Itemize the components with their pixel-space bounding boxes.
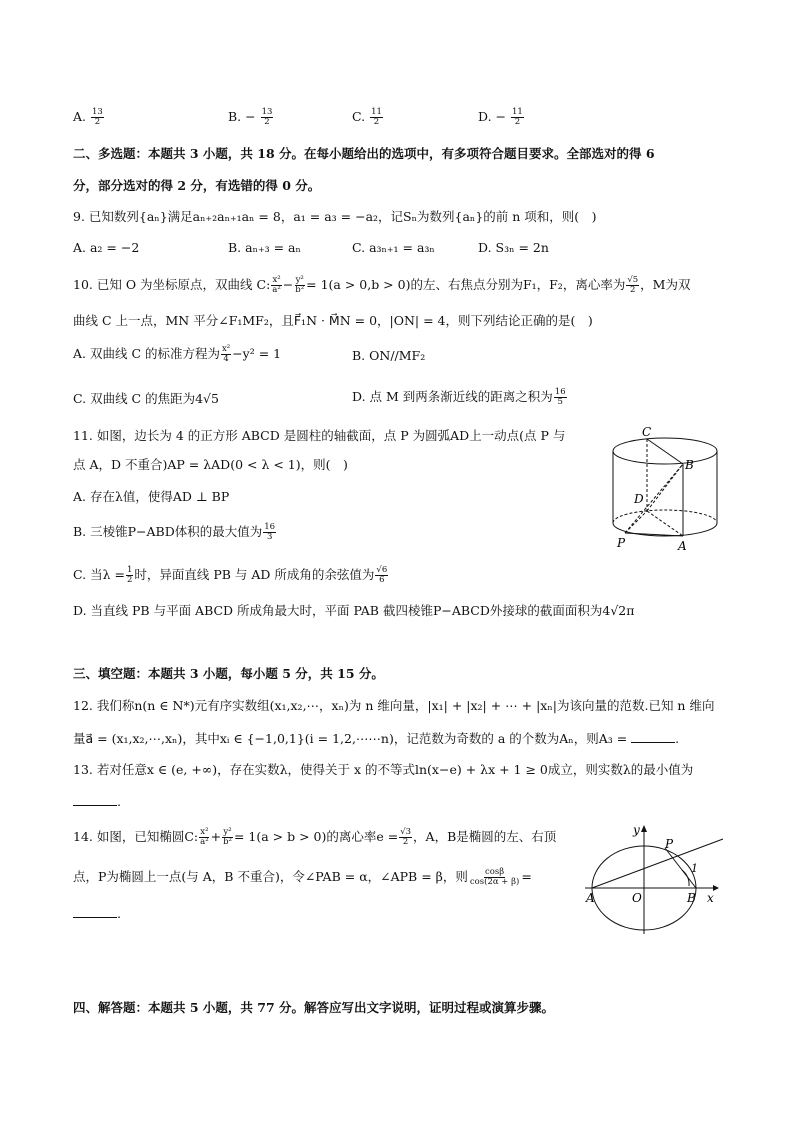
q14-stem: 14. 如图，已知椭圆C: $\frac{\text{x²}}{\text{a²}}$ + $\frac{\text{y²}}{\text{b²}}$ = 1(a > b > 0)的离心率e = $\frac{√3}{2}$ ，A，B是椭圆的左、右顶 [73,827,557,847]
label-c: C [642,425,652,439]
label-y: y [633,823,640,837]
q12-stem-line2: 量a⃗ = (x₁,x₂,⋯,xₙ)，其中xᵢ ∈ {−1,0,1}(i = 1,2,⋯⋯n)，记范数为奇数的 a 的个数为Aₙ，则A₃ = . [73,731,680,746]
label-p: P [617,536,626,550]
label-p: P [665,837,674,851]
label-d: D [634,492,644,506]
cylinder-figure [605,425,725,555]
label-b: B [687,891,696,905]
q11-stem-line2: 点 A，D 不重合)AP = λAD(0 < λ < 1)，则( ) [73,457,348,472]
q8-option-b: B. − $\frac{13}{2}$ [228,107,273,127]
q14-answer: . [73,905,121,923]
section3-heading: 三、填空题：本题共 3 小题，每小题 5 分，共 15 分。 [73,666,384,681]
q10-option-b: B. ON//MF₂ [352,348,426,363]
q9-option-a: A. a₂ = −2 [73,240,140,255]
q11-option-d: D. 当直线 PB 与平面 ABCD 所成角最大时，平面 PAB 截四棱锥P−ABCD外接球的截面面积为4√2π [73,603,635,618]
q10-stem-line2: 曲线 C 上一点，MN 平分∠F₁MF₂，且F⃗₁N · M⃗N = 0，|ON| = 4，则下列结论正确的是( ) [73,313,593,328]
q11-option-c: C. 当λ = $\frac{1}{2}$ 时，异面直线 PB 与 AD 所成角的余弦值为 $\frac{√6}{6}$ [73,565,388,585]
q13-answer: . [73,793,121,811]
section2-heading-cont: 分，部分选对的得 2 分，有选错的得 0 分。 [73,178,321,193]
q10-option-c: C. 双曲线 C 的焦距为4√5 [73,391,219,406]
label-o: O [632,891,642,905]
q14-answer-blank[interactable] [73,905,117,918]
q9-option-b: B. aₙ₊₃ = aₙ [228,240,301,255]
section2-heading: 二、多选题：本题共 3 小题，共 18 分。在每小题给出的选项中，有多项符合题目要求。全部选对的得 6 [73,146,655,161]
label-b: B [685,458,694,472]
q9-stem: 9. 已知数列{aₙ}满足aₙ₊₂aₙ₊₁aₙ = 8，a₁ = a₃ = −a₂，记Sₙ为数列{aₙ}的前 n 项和，则( ) [73,209,597,224]
q14-stem-line2: 点，P为椭圆上一点(与 A，B 不重合)，令∠PAB = α，∠APB = β，则 $\frac{\cos\beta}{\cos(2\alpha + \beta)}$ = [73,867,532,887]
q13-answer-blank[interactable] [73,793,117,806]
label-x: x [707,891,714,905]
q8-option-c: C. $\frac{11}{2}$ [352,107,382,127]
q8-option-a: A. $\frac{13}{2}$ [73,107,103,127]
label-a: A [586,891,595,905]
q12-answer-blank[interactable] [631,730,675,743]
q11-stem: 11. 如图，边长为 4 的正方形 ABCD 是圆柱的轴截面，点 P 为圆弧AD上一动点(点 P 与 [73,428,566,443]
label-a: A [678,539,687,553]
q10-option-d: D. 点 M 到两条渐近线的距离之积为 $\frac{16}{5}$ [352,387,566,407]
ellipse-figure [585,822,725,937]
q11-option-a: A. 存在λ值，使得AD ⊥ BP [73,489,230,504]
q9-option-d: D. S₃ₙ = 2n [478,240,549,255]
q10-option-a: A. 双曲线 C 的标准方程为 $\frac{\text{x²}}{4}$ −y² = 1 [73,344,282,364]
q10-stem: 10. 已知 O 为坐标原点，双曲线 C: $\frac{\text{x²}}{\text{a²}}$ − $\frac{\text{y²}}{\text{b²}}$ = 1(a > 0,b > 0)的左、右焦点分别为F₁，F₂，离心率为 $\frac{√5}{2}$ ，M为双 [73,275,691,295]
section4-heading: 四、解答题：本题共 5 小题，共 77 分。解答应写出文字说明，证明过程或演算步骤。 [73,1000,555,1015]
q13-stem: 13. 若对任意x ∈ (e, +∞)，存在实数λ，使得关于 x 的不等式ln(x−e) + λx + 1 ≥ 0成立，则实数λ的最小值为 [73,762,694,777]
q8-option-d: D. − $\frac{11}{2}$ [478,107,523,127]
q11-option-b: B. 三棱锥P−ABD体积的最大值为 $\frac{16}{3}$ [73,522,276,542]
q9-option-c: C. a₃ₙ₊₁ = a₃ₙ [352,240,435,255]
q12-stem: 12. 我们称n(n ∈ N*)元有序实数组(x₁,x₂,⋯，xₙ)为 n 维向量，|x₁| + |x₂| + ⋯ + |xₙ|为该向量的范数.已知 n 维向 [73,698,715,713]
label-1: 1 [691,862,698,875]
